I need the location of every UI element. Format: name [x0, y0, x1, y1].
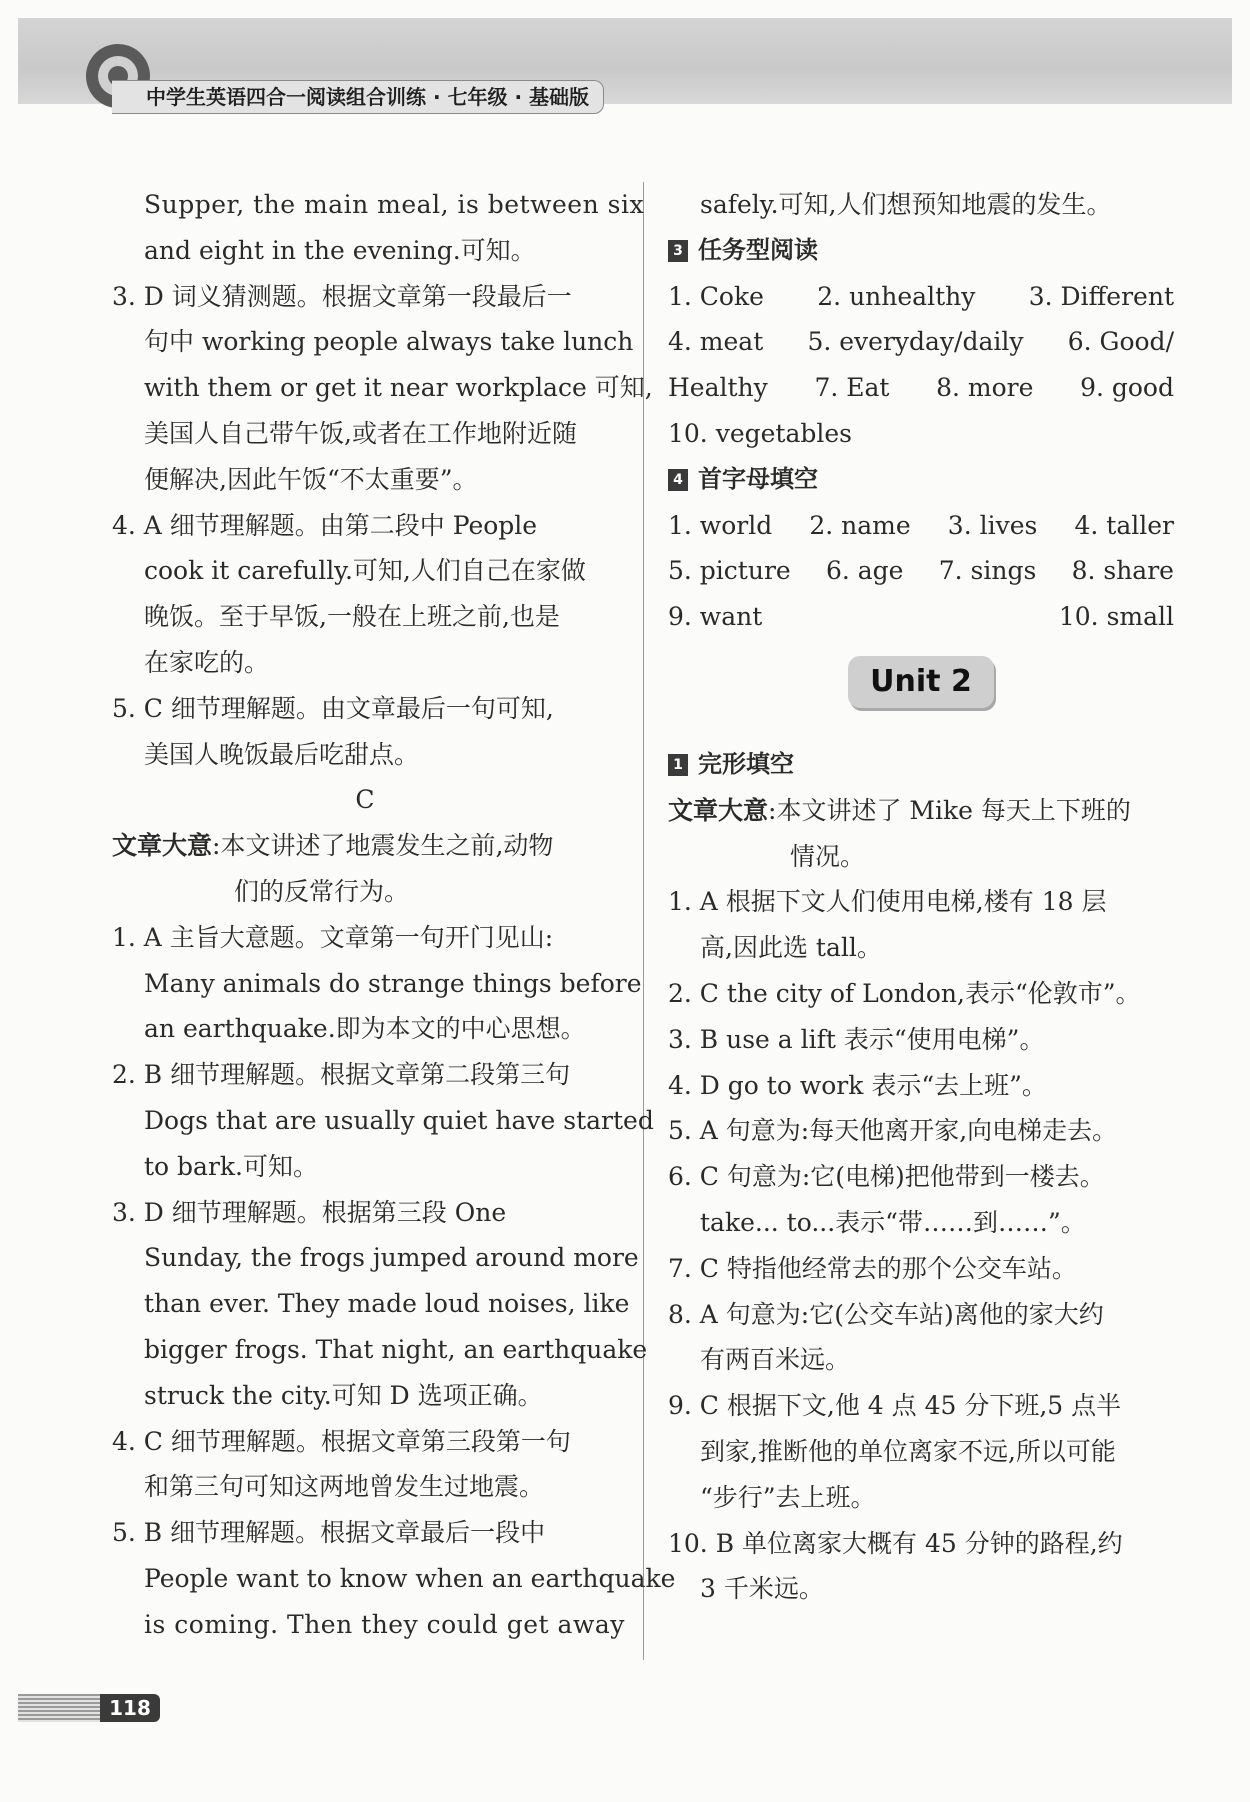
- summary-label: 文章大意: [112, 831, 213, 861]
- text-line: 3. D 细节理解题。根据第三段 One: [112, 1197, 507, 1227]
- text-line: 1. A 根据下文人们使用电梯,楼有 18 层: [668, 887, 1107, 917]
- answer-item: 9. want: [668, 602, 763, 632]
- text-line: 文章大意:本文讲述了 Mike 每天上下班的: [668, 795, 1131, 825]
- text-line: Sunday, the frogs jumped around more: [144, 1243, 639, 1273]
- text-line: 到家,推断他的单位离家不远,所以可能: [700, 1436, 1116, 1466]
- text-line: People want to know when an earthquake: [144, 1563, 676, 1593]
- text-line: than ever. They made loud noises, like: [144, 1289, 630, 1319]
- answer-row: [668, 274, 1174, 320]
- unit-banner: [668, 656, 1174, 736]
- text-line: 6. C 句意为:它(电梯)把他带到一楼去。: [668, 1162, 1105, 1192]
- section-heading-task-reading: [668, 228, 1174, 274]
- text-line: 5. A 句意为:每天他离开家,向电梯走去。: [668, 1116, 1118, 1146]
- answer-row: [668, 503, 1174, 549]
- answer-item: 10. small: [1058, 602, 1174, 632]
- left-column: [112, 182, 676, 1648]
- text-line: 4. A 细节理解题。由第二段中 People: [112, 510, 538, 540]
- page-number: 118: [100, 1694, 160, 1722]
- answer-row: [668, 594, 1174, 640]
- section-title: 完形填空: [698, 749, 794, 778]
- text-line: 7. C 特指他经常去的那个公交车站。: [668, 1253, 1077, 1283]
- answer-item: 3. lives: [947, 510, 1038, 540]
- text-line: with them or get it near workplace 可知,: [144, 373, 653, 403]
- answer-item: 8. more: [936, 373, 1034, 403]
- section-title: 任务型阅读: [698, 235, 818, 264]
- answer-item: 2. unhealthy: [817, 281, 976, 311]
- text-line: is coming. Then they could get away: [144, 1609, 625, 1639]
- answer-item: 6. Good/: [1067, 327, 1174, 357]
- text-line: 2. C the city of London,表示“伦敦市”。: [668, 978, 1141, 1008]
- text-line: 文章大意:本文讲述了地震发生之前,动物: [112, 831, 554, 861]
- text-line: 5. B 细节理解题。根据文章最后一段中: [112, 1518, 546, 1548]
- text-line: Supper, the main meal, is between six: [144, 190, 645, 219]
- section-number-badge: 3: [668, 240, 688, 262]
- text-line: 1. A 主旨大意题。文章第一句开门见山:: [112, 922, 554, 952]
- section-title: 首字母填空: [698, 464, 818, 493]
- answer-item: 8. share: [1071, 556, 1174, 586]
- section-number-badge: 4: [668, 469, 688, 491]
- text-line: struck the city.可知 D 选项正确。: [144, 1380, 543, 1410]
- text-line: bigger frogs. That night, an earthquake: [144, 1334, 648, 1364]
- answer-item: 1. world: [668, 510, 773, 540]
- initial-letter-answers: [668, 503, 1174, 640]
- text-line: an earthquake.即为本文的中心思想。: [144, 1014, 586, 1044]
- answer-row: [668, 319, 1174, 365]
- text-line: 3. D 词义猜测题。根据文章第一段最后一: [112, 281, 572, 311]
- text-line: 美国人自己带午饭,或者在工作地附近随: [144, 418, 577, 448]
- answer-item: 9. good: [1080, 373, 1174, 403]
- text-line: Dogs that are usually quiet have started: [144, 1105, 654, 1135]
- section-heading-initial-letter: [668, 457, 1174, 503]
- text-line: 3. B use a lift 表示“使用电梯”。: [668, 1024, 1045, 1054]
- text-line: to bark.可知。: [144, 1151, 318, 1181]
- text-line: 2. B 细节理解题。根据文章第二段第三句: [112, 1060, 571, 1090]
- answer-item: 5. picture: [668, 556, 791, 586]
- text-line: C: [355, 785, 375, 815]
- answer-row: [668, 365, 1174, 411]
- text-line: 10. B 单位离家大概有 45 分钟的路程,约: [668, 1528, 1123, 1558]
- task-reading-answers: [668, 274, 1174, 457]
- text-line: 晚饭。至于早饭,一般在上班之前,也是: [144, 602, 560, 632]
- answer-item: 6. age: [825, 556, 904, 586]
- text-line: 情况。: [790, 841, 866, 871]
- footer-stripe: [18, 1694, 100, 1722]
- text-line: 和第三句可知这两地曾发生过地震。: [144, 1472, 545, 1502]
- answer-item: Healthy: [668, 373, 768, 403]
- answer-item: 3. Different: [1028, 281, 1174, 311]
- text-line: 4. D go to work 表示“去上班”。: [668, 1070, 1047, 1100]
- answer-item: 4. taller: [1074, 510, 1174, 540]
- section-heading-cloze: [668, 742, 1174, 788]
- text-line: “步行”去上班。: [700, 1482, 876, 1512]
- answer-item: 4. meat: [668, 327, 764, 357]
- text-line: and eight in the evening.可知。: [144, 235, 536, 265]
- answer-item: 7. sings: [938, 556, 1037, 586]
- text-line: 便解决,因此午饭“不太重要”。: [144, 464, 478, 494]
- text-line: 有两百米远。: [700, 1345, 851, 1375]
- text-line: 3 千米远。: [700, 1574, 824, 1604]
- text-line: 4. C 细节理解题。根据文章第三段第一句: [112, 1426, 571, 1456]
- text-line: 句中 working people always take lunch: [144, 327, 634, 357]
- right-column: [668, 182, 1174, 1612]
- summary-label: 文章大意: [668, 795, 769, 825]
- answer-item: 5. everyday/daily: [807, 327, 1024, 357]
- answer-item: 7. Eat: [814, 373, 890, 403]
- answer-item: 10. vegetables: [668, 418, 852, 448]
- section-number-badge: 1: [668, 754, 688, 776]
- answer-line: safely.可知,人们想预知地震的发生。: [700, 190, 1112, 219]
- answer-item: 1. Coke: [668, 281, 764, 311]
- text-line: 美国人晚饭最后吃甜点。: [144, 739, 420, 769]
- text-line: 们的反常行为。: [234, 876, 410, 906]
- text-line: 9. C 根据下文,他 4 点 45 分下班,5 点半: [668, 1391, 1122, 1421]
- text-line: 5. C 细节理解题。由文章最后一句可知,: [112, 693, 554, 723]
- book-title: 中学生英语四合一阅读组合训练 · 七年级 · 基础版: [112, 80, 604, 114]
- text-line: 高,因此选 tall。: [700, 933, 882, 963]
- text-line: Many animals do strange things before: [144, 968, 642, 998]
- answer-row: [668, 548, 1174, 594]
- text-line: take... to...表示“带……到……”。: [700, 1207, 1086, 1237]
- answer-row: [668, 411, 1174, 457]
- text-line: cook it carefully.可知,人们自己在家做: [144, 556, 586, 586]
- unit-label: Unit 2: [848, 656, 994, 708]
- answer-item: 2. name: [809, 510, 911, 540]
- cloze-answers: [668, 788, 1174, 1612]
- text-line: 8. A 句意为:它(公交车站)离他的家大约: [668, 1299, 1104, 1329]
- text-line: 在家吃的。: [144, 647, 270, 677]
